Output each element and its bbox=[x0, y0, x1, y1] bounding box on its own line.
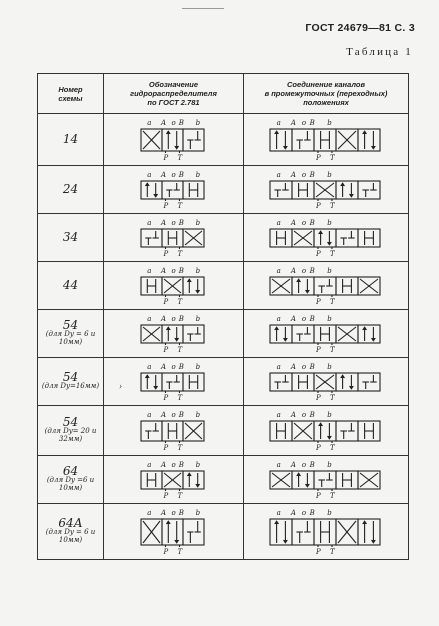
port-label: B bbox=[178, 118, 184, 127]
valve-designation-cell bbox=[104, 456, 244, 504]
valve-designation-symbol bbox=[119, 116, 229, 164]
port-label: o bbox=[301, 314, 307, 323]
valve-symbol bbox=[141, 267, 204, 306]
port-label: b bbox=[195, 508, 200, 517]
port-label: B bbox=[178, 362, 184, 371]
port-label: o bbox=[301, 410, 307, 419]
port-label: o bbox=[301, 218, 307, 227]
col-header-number-line1: Номер bbox=[58, 84, 83, 94]
valve-box bbox=[314, 421, 336, 441]
port-label: B bbox=[309, 508, 315, 517]
port-label: B bbox=[178, 170, 184, 179]
port-label: B bbox=[309, 218, 315, 227]
port-label: B bbox=[178, 460, 184, 469]
port-label: a bbox=[146, 460, 151, 469]
port-label: T bbox=[330, 491, 335, 500]
port-label: A bbox=[160, 314, 166, 323]
valve-symbol bbox=[270, 171, 380, 210]
col-header-connection bbox=[244, 74, 409, 114]
port-label: A bbox=[290, 362, 296, 371]
port-label: P bbox=[316, 443, 321, 452]
table-row bbox=[38, 504, 409, 560]
port-label: o bbox=[170, 170, 176, 179]
port-label: o bbox=[170, 460, 176, 469]
valve-designation-cell bbox=[104, 310, 244, 358]
port-label: B bbox=[178, 314, 184, 323]
port-label: P bbox=[316, 153, 321, 162]
valve-symbol bbox=[270, 411, 380, 452]
port-label: a bbox=[276, 508, 281, 517]
valve-symbol bbox=[141, 509, 204, 556]
port-label: T bbox=[330, 547, 335, 556]
valve-designation-symbol bbox=[119, 458, 229, 502]
port-label: b bbox=[327, 410, 332, 419]
scheme-note: (для Dy = 6 и 10мм) bbox=[45, 528, 96, 544]
valve-designation-cell bbox=[104, 504, 244, 560]
port-label: P bbox=[163, 443, 168, 452]
port-label: T bbox=[177, 547, 182, 556]
port-label: b bbox=[195, 170, 200, 179]
valve-symbol bbox=[270, 461, 380, 500]
valve-designation-cell bbox=[104, 358, 244, 406]
port-label: A bbox=[160, 460, 166, 469]
valve-designation-symbol bbox=[119, 506, 229, 558]
col-header-symbol-line1: Обозначение bbox=[148, 80, 199, 89]
channel-connection-cell bbox=[244, 214, 409, 262]
port-label: a bbox=[146, 362, 151, 371]
port-label: P bbox=[316, 491, 321, 500]
port-label: T bbox=[177, 153, 182, 162]
port-label: a bbox=[146, 266, 151, 275]
channel-connection-symbol bbox=[256, 116, 396, 164]
port-label: o bbox=[301, 460, 307, 469]
valve-symbol bbox=[141, 363, 204, 402]
port-label: a bbox=[276, 410, 281, 419]
port-label: A bbox=[160, 266, 166, 275]
col-header-connection-line2: в промежуточных (переходных) bbox=[264, 89, 388, 98]
port-label: o bbox=[170, 362, 176, 371]
port-label: a bbox=[146, 508, 151, 517]
port-label: P bbox=[163, 547, 168, 556]
valve-symbol bbox=[141, 315, 204, 354]
port-label: P bbox=[163, 249, 168, 258]
port-label: A bbox=[290, 460, 296, 469]
channel-connection-cell bbox=[244, 310, 409, 358]
port-label: B bbox=[178, 410, 184, 419]
port-label: T bbox=[177, 249, 182, 258]
table-title: Таблица 1 bbox=[346, 46, 413, 58]
port-label: P bbox=[163, 345, 168, 354]
valve-designation-symbol bbox=[119, 168, 229, 212]
port-label: b bbox=[327, 266, 332, 275]
valve-box bbox=[292, 471, 314, 489]
table-row bbox=[38, 406, 409, 456]
valve-box bbox=[141, 373, 162, 391]
scheme-note: (для Dy = 6 и 10мм) bbox=[45, 330, 96, 346]
port-label: o bbox=[170, 314, 176, 323]
port-label: P bbox=[316, 201, 321, 210]
scheme-number-cell bbox=[38, 456, 104, 504]
port-label: P bbox=[316, 297, 321, 306]
valve-box bbox=[162, 325, 183, 343]
scheme-number: 64А bbox=[58, 516, 83, 530]
valve-symbol bbox=[141, 461, 204, 500]
port-label: b bbox=[327, 170, 332, 179]
channel-connection-symbol bbox=[256, 506, 396, 558]
port-label: o bbox=[170, 118, 176, 127]
port-label: T bbox=[330, 249, 335, 258]
channel-connection-cell bbox=[244, 456, 409, 504]
scheme-number: 54 bbox=[62, 318, 79, 332]
scheme-note: (для Dy=16мм) bbox=[41, 382, 100, 390]
valve-box bbox=[183, 277, 204, 295]
valve-designation-cell bbox=[104, 406, 244, 456]
port-label: a bbox=[146, 170, 151, 179]
table-row bbox=[38, 358, 409, 406]
channel-connection-symbol bbox=[256, 458, 396, 502]
scheme-number-cell bbox=[38, 166, 104, 214]
valve-box bbox=[162, 519, 183, 545]
scheme-number-cell bbox=[38, 358, 104, 406]
channel-connection-cell bbox=[244, 358, 409, 406]
valve-box bbox=[183, 471, 204, 489]
port-label: a bbox=[146, 218, 151, 227]
valve-box bbox=[141, 181, 162, 199]
port-label: B bbox=[178, 266, 184, 275]
port-label: a bbox=[146, 118, 151, 127]
channel-connection-cell bbox=[244, 406, 409, 456]
valve-symbol bbox=[270, 509, 380, 556]
channel-connection-cell bbox=[244, 114, 409, 166]
scheme-number: 34 bbox=[62, 230, 79, 244]
table-row bbox=[38, 214, 409, 262]
port-label: o bbox=[301, 118, 307, 127]
scheme-number-cell bbox=[38, 310, 104, 358]
port-label: B bbox=[309, 362, 315, 371]
scheme-number: 54 bbox=[62, 415, 79, 429]
port-label: o bbox=[170, 266, 176, 275]
col-header-connection-line1: Соединение каналов bbox=[286, 80, 366, 89]
port-label: a bbox=[276, 314, 281, 323]
port-label: a bbox=[276, 118, 281, 127]
port-label: o bbox=[301, 508, 307, 517]
port-label: T bbox=[330, 443, 335, 452]
valve-designation-symbol bbox=[119, 216, 229, 260]
valve-designation-symbol bbox=[119, 264, 229, 308]
valve-box bbox=[270, 519, 292, 545]
scheme-number-cell bbox=[38, 262, 104, 310]
port-label: o bbox=[170, 410, 176, 419]
port-label: B bbox=[178, 218, 184, 227]
channel-connection-cell bbox=[244, 166, 409, 214]
scheme-number: 24 bbox=[62, 182, 79, 196]
port-label: o bbox=[170, 508, 176, 517]
port-label: a bbox=[276, 460, 281, 469]
port-label: a bbox=[276, 218, 281, 227]
scheme-note: (для Dy =6 и 10мм) bbox=[46, 476, 95, 492]
channel-connection-symbol bbox=[256, 168, 396, 212]
port-label: b bbox=[195, 118, 200, 127]
port-label: T bbox=[177, 393, 182, 402]
table-row bbox=[38, 310, 409, 358]
port-label: T bbox=[177, 201, 182, 210]
table-row bbox=[38, 262, 409, 310]
port-label: P bbox=[163, 201, 168, 210]
port-label: P bbox=[163, 297, 168, 306]
port-label: P bbox=[163, 491, 168, 500]
port-label: a bbox=[276, 362, 281, 371]
port-label: B bbox=[309, 314, 315, 323]
port-label: b bbox=[195, 266, 200, 275]
schemes-table bbox=[37, 73, 409, 560]
port-label: B bbox=[309, 410, 315, 419]
port-label: T bbox=[177, 345, 182, 354]
valve-symbol bbox=[141, 219, 204, 258]
valve-symbol bbox=[270, 267, 380, 306]
scheme-number-cell bbox=[38, 504, 104, 560]
channel-connection-symbol bbox=[256, 360, 396, 404]
port-label: A bbox=[160, 118, 166, 127]
port-label: o bbox=[301, 362, 307, 371]
port-label: b bbox=[195, 218, 200, 227]
port-label: A bbox=[290, 266, 296, 275]
port-label: B bbox=[309, 266, 315, 275]
scheme-number-cell bbox=[38, 114, 104, 166]
port-label: P bbox=[316, 393, 321, 402]
page-header: ГОСТ 24679—81 С. 3 bbox=[305, 22, 415, 34]
channel-connection-symbol bbox=[256, 312, 396, 356]
port-label: a bbox=[146, 314, 151, 323]
port-label: P bbox=[316, 547, 321, 556]
port-label: P bbox=[163, 393, 168, 402]
port-label: T bbox=[330, 153, 335, 162]
port-label: o bbox=[170, 218, 176, 227]
port-label: T bbox=[177, 443, 182, 452]
port-label: A bbox=[160, 218, 166, 227]
port-label: A bbox=[290, 410, 296, 419]
port-label: o bbox=[301, 266, 307, 275]
valve-symbol bbox=[270, 219, 380, 258]
table-row bbox=[38, 114, 409, 166]
port-label: b bbox=[327, 460, 332, 469]
port-label: T bbox=[177, 297, 182, 306]
channel-connection-symbol bbox=[256, 216, 396, 260]
valve-box bbox=[162, 129, 183, 151]
port-label: P bbox=[316, 249, 321, 258]
valve-symbol bbox=[270, 315, 380, 354]
valve-box bbox=[358, 325, 380, 343]
port-label: A bbox=[160, 410, 166, 419]
valve-box bbox=[336, 373, 358, 391]
top-mark bbox=[182, 8, 224, 9]
scheme-number: 54 bbox=[62, 370, 79, 384]
port-label: T bbox=[330, 297, 335, 306]
port-label: o bbox=[301, 170, 307, 179]
port-label: B bbox=[309, 460, 315, 469]
valve-box bbox=[292, 277, 314, 295]
col-header-number-line2: схемы bbox=[58, 93, 83, 103]
port-label: b bbox=[327, 508, 332, 517]
port-label: A bbox=[290, 218, 296, 227]
valve-box bbox=[358, 129, 380, 151]
port-label: P bbox=[163, 153, 168, 162]
port-label: b bbox=[327, 218, 332, 227]
port-label: A bbox=[160, 170, 166, 179]
scheme-number-cell bbox=[38, 406, 104, 456]
col-header-connection-line3: положениях bbox=[303, 98, 349, 107]
valve-symbol bbox=[141, 411, 204, 452]
port-label: A bbox=[290, 118, 296, 127]
table-row bbox=[38, 166, 409, 214]
port-label: T bbox=[330, 393, 335, 402]
scheme-number: 14 bbox=[62, 132, 79, 146]
valve-box bbox=[336, 181, 358, 199]
port-label: A bbox=[160, 362, 166, 371]
col-header-symbol-line3: по ГОСТ 2.781 bbox=[147, 98, 200, 107]
port-label: T bbox=[330, 201, 335, 210]
margin-mark: › bbox=[119, 381, 122, 391]
port-label: T bbox=[177, 491, 182, 500]
col-header-symbol-line2: гидрораспределителя bbox=[130, 89, 217, 98]
valve-box bbox=[358, 519, 380, 545]
port-label: a bbox=[276, 170, 281, 179]
valve-symbol bbox=[270, 363, 380, 402]
valve-symbol bbox=[141, 119, 204, 162]
valve-designation-symbol bbox=[119, 408, 229, 454]
port-label: b bbox=[195, 314, 200, 323]
port-label: A bbox=[160, 508, 166, 517]
valve-box bbox=[270, 129, 292, 151]
port-label: A bbox=[290, 508, 296, 517]
port-label: b bbox=[327, 118, 332, 127]
channel-connection-cell bbox=[244, 504, 409, 560]
col-header-number bbox=[38, 74, 104, 114]
scheme-number: 64 bbox=[62, 464, 79, 478]
col-header-symbol bbox=[104, 74, 244, 114]
port-label: B bbox=[309, 170, 315, 179]
port-label: b bbox=[195, 410, 200, 419]
port-label: B bbox=[178, 508, 184, 517]
valve-designation-symbol bbox=[119, 312, 229, 356]
port-label: a bbox=[146, 410, 151, 419]
scheme-note: (для Dy= 20 и 32мм) bbox=[44, 427, 97, 443]
valve-symbol bbox=[141, 171, 204, 210]
table-row bbox=[38, 456, 409, 504]
scheme-number: 44 bbox=[62, 278, 79, 292]
port-label: b bbox=[327, 362, 332, 371]
header-row bbox=[38, 74, 409, 114]
channel-connection-symbol bbox=[256, 408, 396, 454]
scheme-number-cell bbox=[38, 214, 104, 262]
valve-symbol bbox=[270, 119, 380, 162]
port-label: A bbox=[290, 314, 296, 323]
port-label: P bbox=[316, 345, 321, 354]
channel-connection-symbol bbox=[256, 264, 396, 308]
port-label: a bbox=[276, 266, 281, 275]
channel-connection-cell bbox=[244, 262, 409, 310]
valve-box bbox=[270, 325, 292, 343]
valve-designation-symbol bbox=[119, 360, 229, 404]
port-label: A bbox=[290, 170, 296, 179]
port-label: T bbox=[330, 345, 335, 354]
valve-designation-cell bbox=[104, 262, 244, 310]
port-label: B bbox=[309, 118, 315, 127]
valve-designation-cell bbox=[104, 166, 244, 214]
valve-box bbox=[314, 229, 336, 247]
valve-designation-cell bbox=[104, 214, 244, 262]
port-label: b bbox=[195, 362, 200, 371]
port-label: b bbox=[327, 314, 332, 323]
port-label: b bbox=[195, 460, 200, 469]
valve-designation-cell bbox=[104, 114, 244, 166]
